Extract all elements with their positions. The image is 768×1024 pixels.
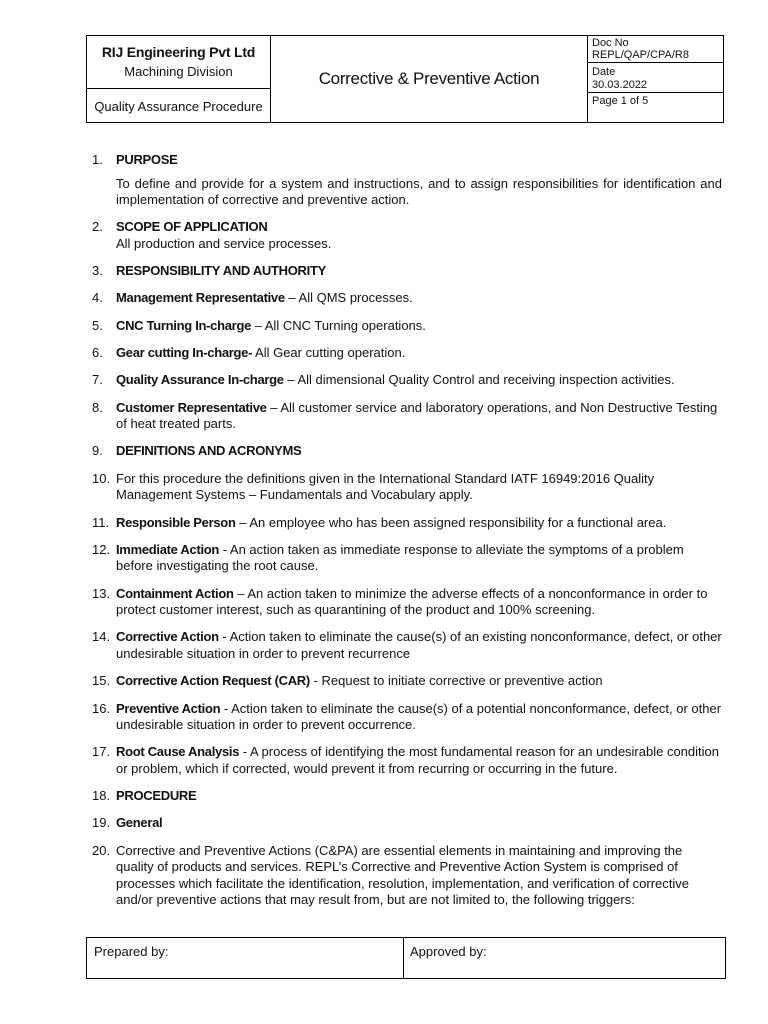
item-number: 1. [92,152,103,167]
item-separator: – [235,514,250,530]
item-number: 4. [92,290,103,306]
list-item [0,788,768,805]
approved-by-label: Approved by: [410,944,487,959]
item-number: 2. [92,219,103,235]
item-number: 11. [92,514,110,530]
prepared-by-label: Prepared by: [94,944,169,959]
footer-divider [403,938,404,978]
item-text: Action taken to eliminate the cause(s) of an existing nonconformance, defect, or other undesirable situation in order to prevent recurrence [116,629,722,661]
item-text: An action taken to minimize the adverse effects of a nonconformance in order to protect customer interest, such as quarantining of the product and 100% screening. [116,585,708,618]
list-item [0,843,768,909]
item-number: 9. [92,443,103,459]
item-number: 16. [92,700,111,716]
item-separator: - [309,673,322,689]
date-label: Date [592,66,616,78]
item-term: Gear cutting In-charge- [116,345,253,360]
item-text: A process of identifying the most fundamental reason for an undesirable condition or problem, which if corrected, would prevent it from recurring or occurring in the future. [116,744,719,776]
section-heading: SCOPE OF APPLICATION [116,219,268,235]
item-term: Management Representative [116,290,285,306]
item-number: 20. [92,842,111,858]
item-separator: - [219,541,230,557]
item-number: 3. [92,263,103,279]
document-header [86,35,724,123]
list-item [0,673,768,690]
approval-footer [86,937,726,979]
list-item [0,815,768,832]
item-term: CNC Turning In-charge [116,317,252,333]
item-separator: – [283,372,298,388]
section-heading: General [116,815,163,831]
section-heading: RESPONSIBILITY AND AUTHORITY [116,263,326,279]
item-term: Preventive Action [116,700,221,716]
list-item [0,345,768,362]
section-heading: PURPOSE [116,152,178,167]
list-item [0,263,768,280]
item-separator: – [233,585,248,601]
item-term: Responsible Person [116,514,236,530]
header-divider [587,62,723,63]
list-item [0,290,768,307]
item-text: All CNC Turning operations. [264,317,426,333]
item-number: 8. [92,399,103,415]
item-separator: – [284,290,299,306]
item-number: 17. [92,744,111,760]
list-item [0,400,768,433]
item-term: Corrective Action Request (CAR) [116,673,310,689]
item-term: Containment Action [116,585,234,601]
list-item [0,471,768,504]
item-number: 14. [92,629,111,645]
item-text: All Gear cutting operation. [255,345,406,360]
item-number: 12. [92,541,111,557]
item-text: All QMS processes. [298,290,413,306]
item-number: 7. [92,372,103,388]
doc-no-value: REPL/QAP/CPA/R8 [592,49,689,61]
item-separator: – [251,317,265,333]
item-number: 15. [92,673,111,689]
item-term: Customer Representative [116,399,267,415]
list-item [0,629,768,662]
page-number: Page 1 of 5 [592,95,649,107]
list-item [0,219,768,236]
item-text: All dimensional Quality Control and receiving inspection activities. [297,372,675,388]
item-term: Root Cause Analysis [116,744,240,760]
division-name: Machining Division [124,64,233,79]
item-number: 19. [92,815,111,831]
item-text: Action taken to eliminate the cause(s) of a potential nonconformance, defect, or other undesirable situation in order to prevent occurrence. [116,700,722,732]
list-item [0,372,768,389]
list-item [0,443,768,460]
item-term: Corrective Action [116,629,219,645]
header-divider [587,92,723,93]
item-number: 10. [92,470,111,486]
item-separator: – [266,399,281,415]
section-heading: PROCEDURE [116,788,197,804]
item-number: 13. [92,585,111,601]
item-separator: - [218,629,230,645]
item-number: 6. [92,345,103,360]
item-number: 18. [92,788,111,804]
item-separator: - [220,700,232,716]
date-value: 30.03.2022 [592,79,648,91]
header-divider [87,88,270,89]
list-item [0,515,768,532]
item-text: For this procedure the definitions given in the International Standard IATF 16949:2016 Quality Management Systems – Fundamentals and Vocabulary apply. [116,470,655,503]
list-item [0,744,768,777]
item-term: Quality Assurance In-charge [116,372,284,388]
item-term: Immediate Action [116,541,220,557]
company-name: RIJ Engineering Pvt Ltd [101,44,256,60]
item-text: All customer service and laboratory operations, and Non Destructive Testing of heat treated parts. [116,399,718,432]
purpose-paragraph: To define and provide for a system and instructions, and to assign responsibilities for identification and implementation of corrective and preventive action. [116,175,722,207]
section-heading: DEFINITIONS AND ACRONYMS [116,443,302,459]
procedure-type: Quality Assurance Procedure [94,99,263,114]
doc-no-label: Doc No [592,37,629,49]
document-title: Corrective & Preventive Action [318,69,540,88]
item-number: 5. [92,317,103,333]
header-divider [587,36,588,122]
scope-paragraph: All production and service processes. [116,235,332,251]
list-item [0,542,768,575]
list-item [0,318,768,335]
item-text: An employee who has been assigned responsibility for a functional area. [249,514,667,530]
item-text: An action taken as immediate response to alleviate the symptoms of a problem before investigating the root cause. [116,541,684,574]
list-item [0,152,768,169]
item-text: Request to initiate corrective or preventive action [321,673,603,689]
list-item [0,586,768,619]
item-text: Corrective and Preventive Actions (C&PA) are essential elements in maintaining and improving the quality of products and services. REPL’s Corrective and Preventive Action System is comprised of processes which facilitate the identification, resolution, implementation, and verification of corrective and/or preventive actions that may result from, but are not limited to, the following triggers: [116,842,690,908]
list-item [0,701,768,734]
item-separator: - [239,744,250,760]
